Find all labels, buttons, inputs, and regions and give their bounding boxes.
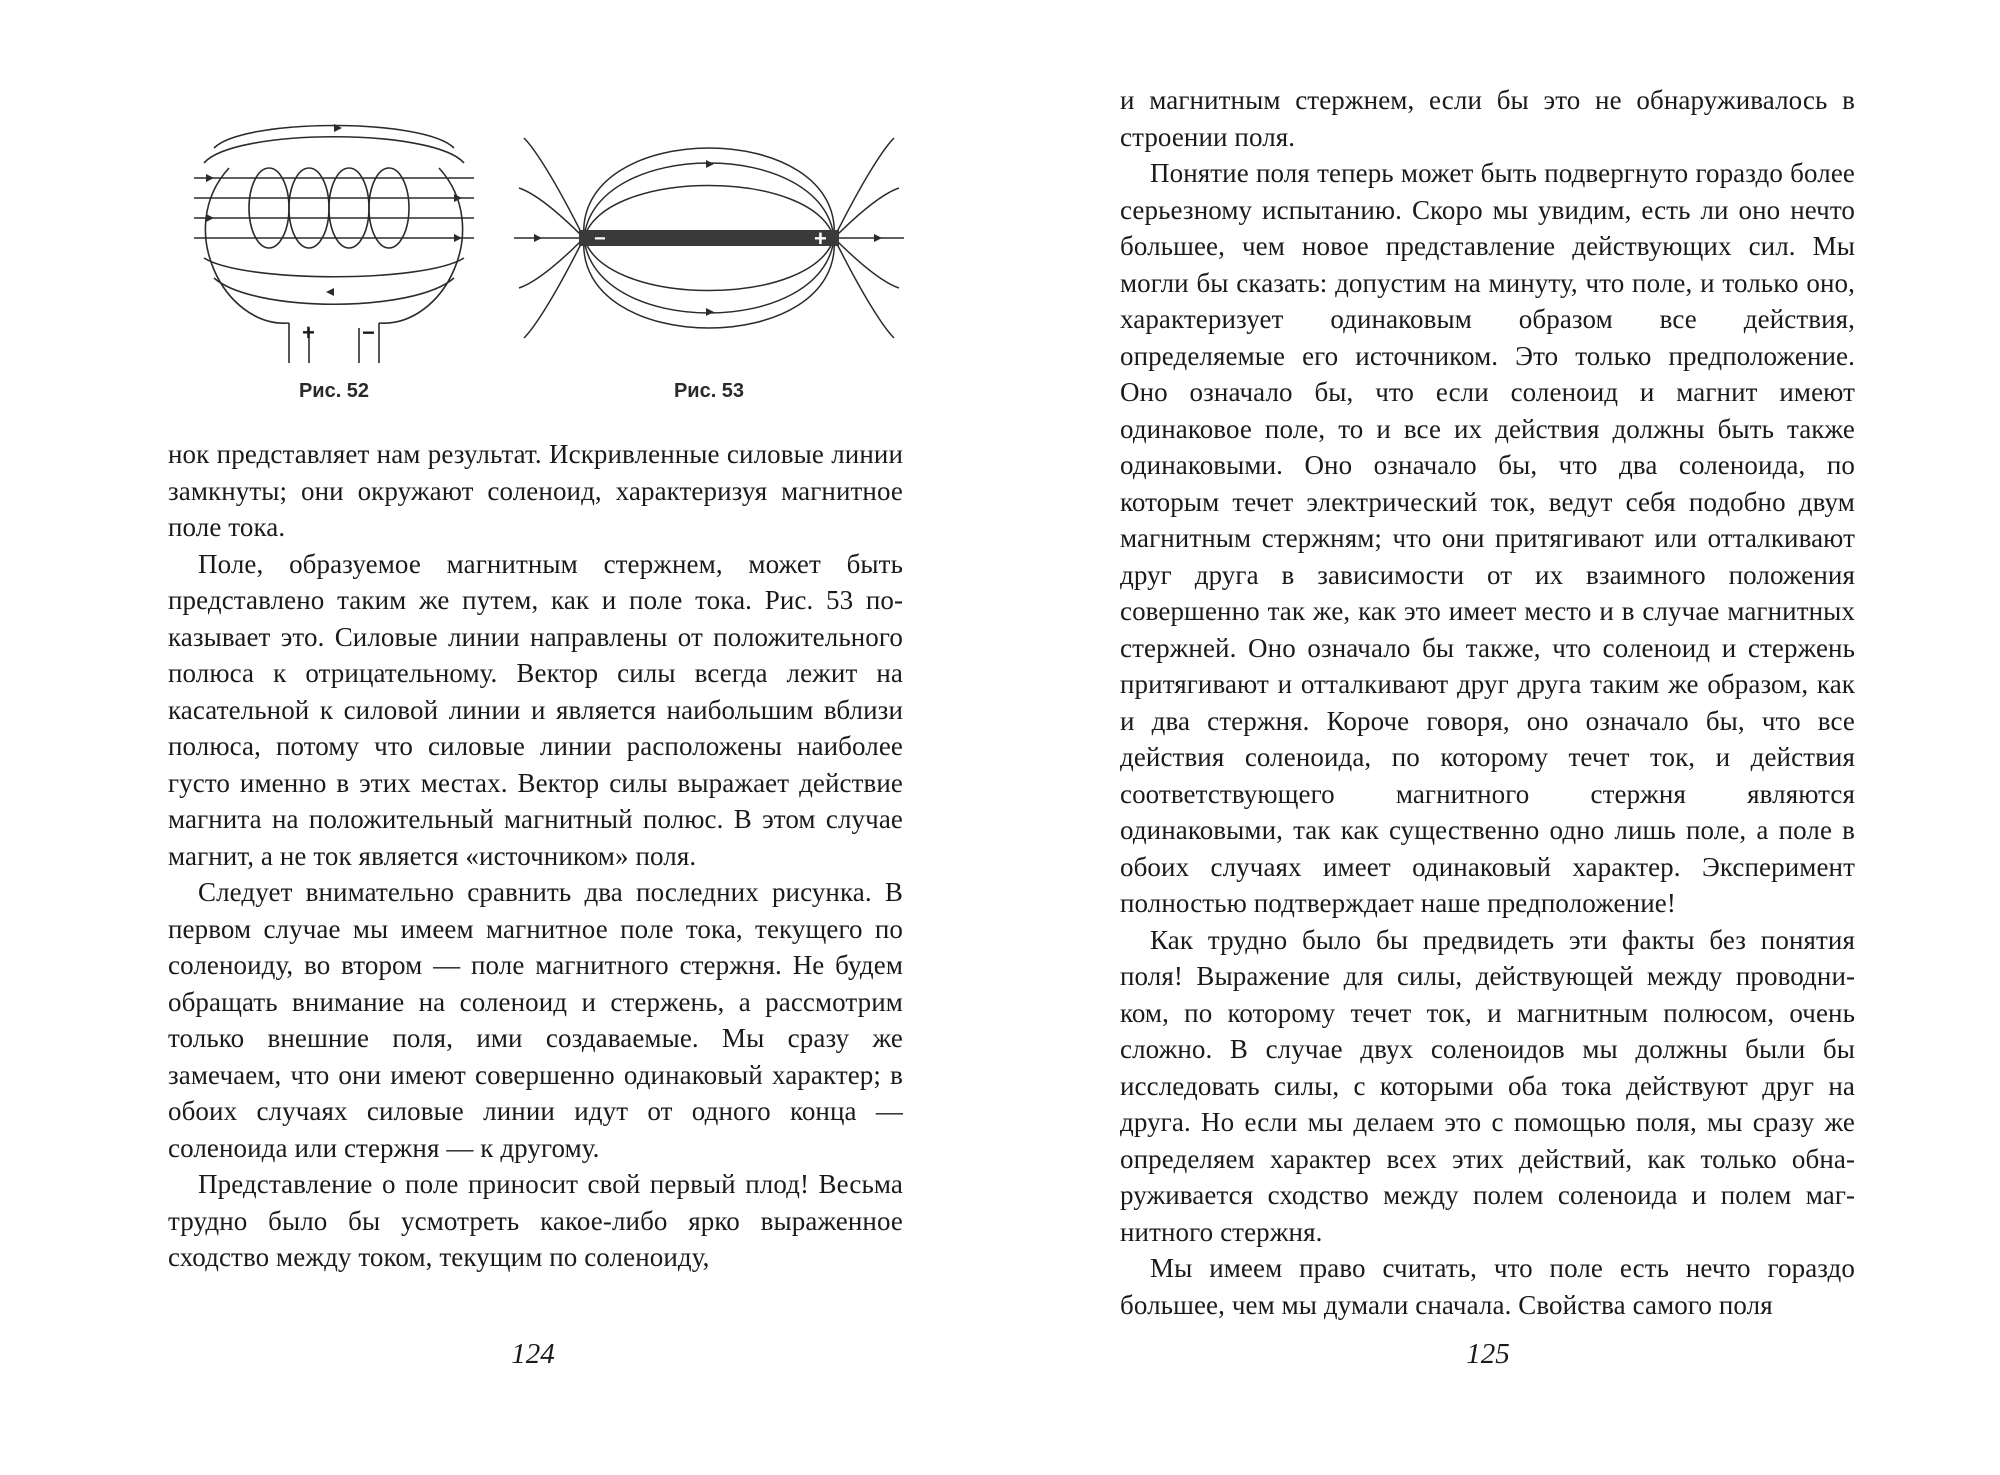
right-page-text bbox=[1120, 82, 1855, 1323]
paragraph: Представление о поле приносит свой первый плод! Весьма трудно было бы усмотреть какое-либо ярко выраженное сходство между током, текущим по соленоиду, bbox=[168, 1169, 903, 1272]
polarity-plus-label: + bbox=[302, 320, 315, 345]
paragraph: Следует внимательно сравнить два последних рисунка. В первом случае мы имеем магнитное поле тока, текущего по соленоиду, во втором — поле магнитного стержня. Не будем обращать внимание на соленоид и стержень, а рассмотрим только внешние поля, ими создаваемые. Мы сразу же замечаем, что они имеют совершенно одинаковый характер; в обоих случаях силовые линии идут от одного конца — соленоида или стержня — к другому. bbox=[168, 877, 903, 1163]
polarity-minus-label: − bbox=[362, 320, 375, 345]
page-number-right: 125 bbox=[1466, 1338, 1510, 1370]
pole-negative-label: − bbox=[594, 228, 606, 250]
page-number-left: 124 bbox=[511, 1338, 555, 1370]
pole-positive-label: + bbox=[814, 226, 827, 251]
paragraph: нок представляет нам результат. Искривленные силовые линии замкнуты; они окружают соленоид, характеризуя магнитное поле тока. bbox=[168, 439, 903, 542]
figure-52-caption: Рис. 52 bbox=[298, 380, 370, 402]
left-page-text bbox=[168, 436, 903, 1276]
right-page bbox=[1000, 0, 2000, 1475]
bar-magnet bbox=[579, 230, 839, 246]
paragraph: Мы имеем право считать, что поле есть нечто гораздо большее, чем мы думали сначала. Свойства самого поля bbox=[1120, 1253, 1855, 1320]
figure-53-bar-magnet-field bbox=[514, 108, 904, 408]
paragraph: Поле, образуемое магнитным стержнем, может быть представлено таким же путем, как и поле тока. Рис. 53 показывает это. Силовые линии направлены от положительного полюса к отрицательному. Вектор силы всегда лежит на касательной к силовой линии и является наибольшим вблизи полюса, потому что силовые линии расположены наиболее густо именно в этих местах. Вектор силы выражает действие магнита на положительный магнитный полюс. В этом случае магнит, а не ток является «источником» поля. bbox=[168, 548, 903, 871]
paragraph: и магнитным стержнем, если бы это не обнаруживалось в строении поля. bbox=[1120, 85, 1855, 152]
figure-52-solenoid-field bbox=[184, 108, 484, 408]
paragraph: Как трудно было бы предвидеть эти факты без понятия поля! Выражение для силы, действующей между проводником, по которому течет ток, и магнитным полюсом, очень сложно. В случае двух соленоидов мы должны были бы исследовать силы, с которыми оба тока действуют друг на друга. Но если мы делаем это с помощью поля, мы сразу же определяем характер всех этих действий, как только обнаруживается сходство между полем соленоида и полем магнитного стержня. bbox=[1120, 924, 1855, 1247]
bar-magnet-field-diagram bbox=[514, 108, 904, 368]
figure-53-caption: Рис. 53 bbox=[673, 380, 745, 402]
paragraph: Понятие поля теперь может быть подвергнуто гораздо более серьезному испытанию. Скоро мы увидим, есть ли оно нечто большее, чем новое представление действующих сил. Мы могли бы сказать: допустим на минуту, что поле, и только оно, характеризует одинаковым образом все действия, определяемые его источником. Это только предположение. Оно означало бы, что если соленоид и магнит имеют одинаковое поле, то и все их действия должны быть также одинаковыми. Оно означало бы, что два соленоида, по которым течет электрический ток, ведут себя подобно двум магнитным стержням; что они притягивают или отталкивают друг друга в зависимости от их взаимного положения совершенно так же, как это имеет место и в случае магнитных стержней. Оно означало бы также, что соленоид и стержень притягивают и отталкивают друг друга таким же образом, как и два стержня. Короче говоря, оно означало бы, что все действия соленоида, по которому течет ток, и действия соответствующего магнитного стержня являются одинаковыми, так как существенно одно лишь поле, а поле в обоих случаях имеет одинаковый характер. Эксперимент полностью подтверждает наше предположение! bbox=[1120, 158, 1855, 918]
solenoid-field-diagram bbox=[184, 108, 484, 368]
